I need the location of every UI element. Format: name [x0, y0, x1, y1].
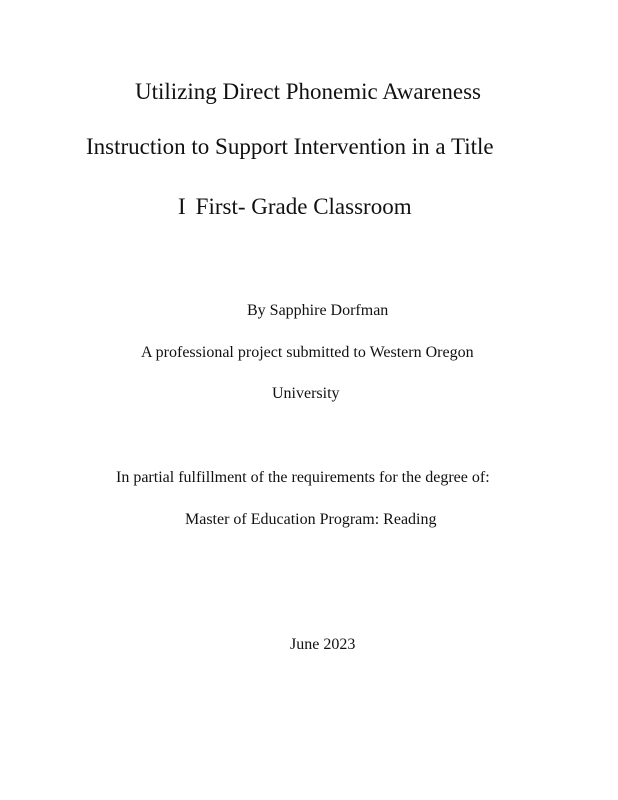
title-line-2: Instruction to Support Intervention in a Title	[86, 134, 494, 159]
title-line-3	[178, 195, 412, 218]
degree-program: Master of Education Program: Reading	[185, 511, 437, 528]
submission-date: June 2023	[290, 636, 356, 653]
title-roman-numeral: I	[178, 194, 186, 219]
fulfillment-line: In partial fulfillment of the requirements for the degree of:	[116, 469, 490, 486]
submission-line-2: University	[272, 385, 340, 402]
submission-line-1: A professional project submitted to Western Oregon	[141, 344, 474, 361]
author-line: By Sapphire Dorfman	[247, 302, 389, 319]
title-line-3-text: First- Grade Classroom	[195, 194, 412, 219]
title-line-1: Utilizing Direct Phonemic Awareness	[135, 79, 481, 104]
